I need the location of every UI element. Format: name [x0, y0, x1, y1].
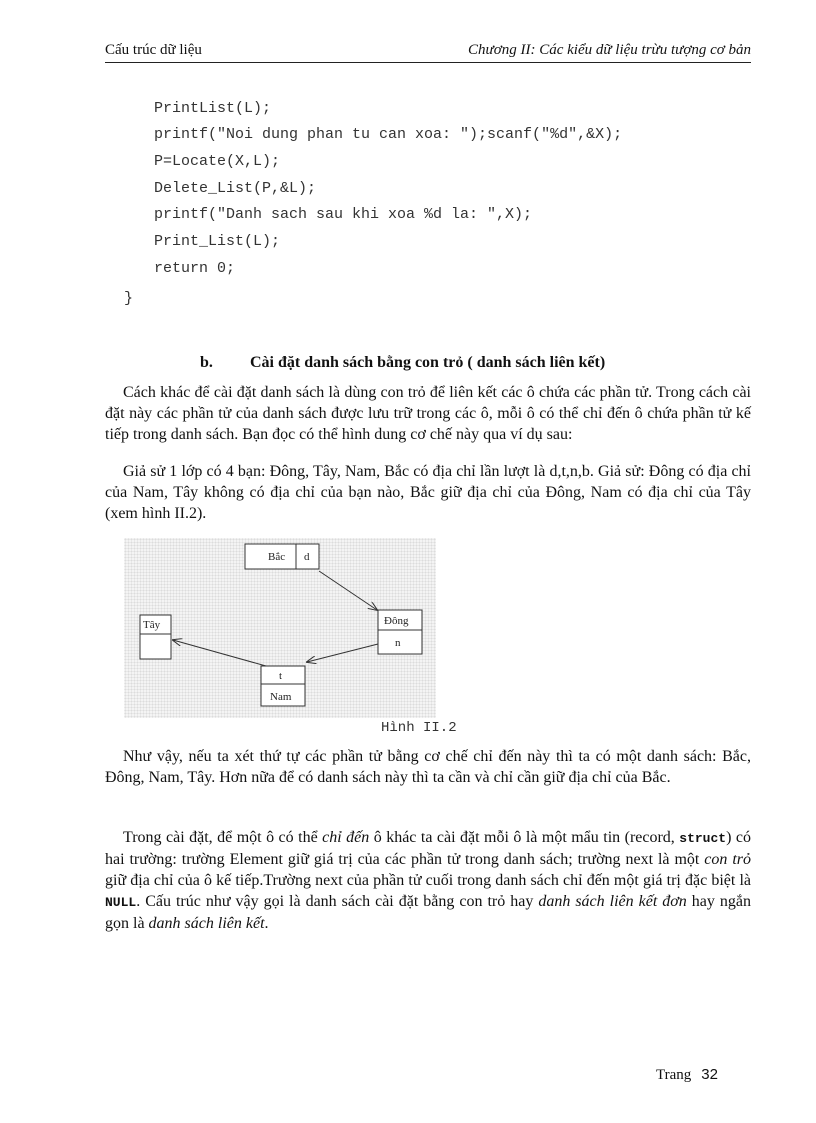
code-line: Print_List(L);	[154, 233, 281, 250]
paragraph	[105, 827, 751, 934]
arrow-bac-to-dong	[319, 571, 377, 610]
node-nam-addr: t	[279, 670, 283, 682]
text-run: ô khác ta cài đặt mỗi ô là một mẩu tin (record,	[369, 829, 680, 846]
code-line: P=Locate(X,L);	[154, 153, 281, 170]
arrow-nam-to-tay	[173, 640, 266, 666]
paragraph	[105, 746, 751, 788]
page-number: 32	[701, 1066, 718, 1083]
node-tay	[140, 615, 171, 659]
code-line: }	[124, 290, 134, 307]
text-run: hay ngắn gọn là	[105, 893, 752, 932]
paragraph-text: Như vậy, nếu ta xét thứ tự các phần tử bằng cơ chế chỉ đến này thì ta có một danh sách: Bắc, Đông, Nam, Tây. Hơn nữa để có danh sách này thì ta cần và chỉ cần giữ địa chỉ của Bắc.	[105, 748, 751, 786]
text-run: ) có hai trường: trường Element giữ giá trị của các phần tử trong danh sách; trường next là một	[105, 829, 751, 868]
node-bac-name: Bắc	[268, 551, 286, 563]
node-bac	[245, 544, 319, 569]
node-nam	[261, 666, 305, 706]
footer-label: Trang	[656, 1067, 692, 1083]
header-chapter-title: Chương II: Các kiểu dữ liệu trừu tượng cơ bản	[468, 42, 751, 58]
section-title: Cài đặt danh sách bằng con trỏ ( danh sách liên kết)	[250, 354, 606, 371]
code-line: PrintList(L);	[154, 100, 272, 117]
node-nam-name: Nam	[270, 691, 292, 703]
node-dong	[378, 610, 422, 654]
text-run: . Cấu trúc như vậy gọi là danh sách cài đặt bằng con trỏ hay	[136, 893, 539, 910]
figure-caption: Hình II.2	[381, 720, 457, 736]
text-run: giữ địa chỉ của ô kế tiếp.Trường next của phần tử cuối trong danh sách chỉ đến một giá trị đặc biệt là	[105, 872, 751, 889]
code-line: printf("Noi dung phan tu can xoa: ");scanf("%d",&X);	[154, 126, 623, 143]
section-letter: b.	[200, 354, 213, 371]
arrow-dong-to-nam	[307, 644, 378, 662]
node-dong-addr: n	[395, 637, 401, 649]
linked-list-figure	[124, 538, 436, 718]
text-run: .	[264, 915, 269, 932]
node-bac-addr: d	[304, 551, 310, 563]
linked-list-diagram	[124, 538, 436, 718]
code-line: return 0;	[154, 260, 236, 277]
header-book-title: Cấu trúc dữ liệu	[105, 42, 202, 58]
page-footer	[656, 1066, 718, 1084]
page-header	[105, 36, 751, 63]
text-run-italic: danh sách liên kết	[148, 915, 265, 932]
code-line: Delete_List(P,&L);	[154, 180, 317, 197]
node-tay-name: Tây	[143, 619, 161, 631]
code-keyword-null: NULL	[105, 895, 137, 910]
node-dong-name: Đông	[384, 615, 409, 627]
paragraph-text	[105, 827, 751, 934]
paragraph-text: Giả sử 1 lớp có 4 bạn: Đông, Tây, Nam, Bắc có địa chỉ lần lượt là d,t,n,b. Giả sử: Đông có địa chỉ của Nam, Tây không có địa chỉ của bạn nào, Bắc giữ địa chỉ của Đông, Nam có địa chỉ của Tây (xem hình II.2).	[105, 463, 751, 522]
paragraph	[105, 461, 751, 524]
code-line: printf("Danh sach sau khi xoa %d la: ",X);	[154, 206, 533, 223]
text-run-italic: con trỏ	[704, 851, 751, 868]
section-heading	[200, 354, 605, 372]
text-run-italic: danh sách liên kết đơn	[538, 893, 687, 910]
text-run: Trong cài đặt, để một ô có thể	[123, 829, 323, 846]
paragraph	[105, 382, 751, 445]
text-run-italic: chỉ đến	[322, 829, 370, 846]
code-keyword-struct: struct	[679, 831, 727, 846]
paragraph-text: Cách khác để cài đặt danh sách là dùng con trỏ để liên kết các ô chứa các phần tử. Trong cách cài đặt này các phần tử của danh sách được lưu trữ trong các ô, mỗi ô có thể chỉ đến ô chứa phần tử kế tiếp trong danh sách. Bạn đọc có thể hình dung cơ chế này qua ví dụ sau:	[105, 384, 751, 443]
